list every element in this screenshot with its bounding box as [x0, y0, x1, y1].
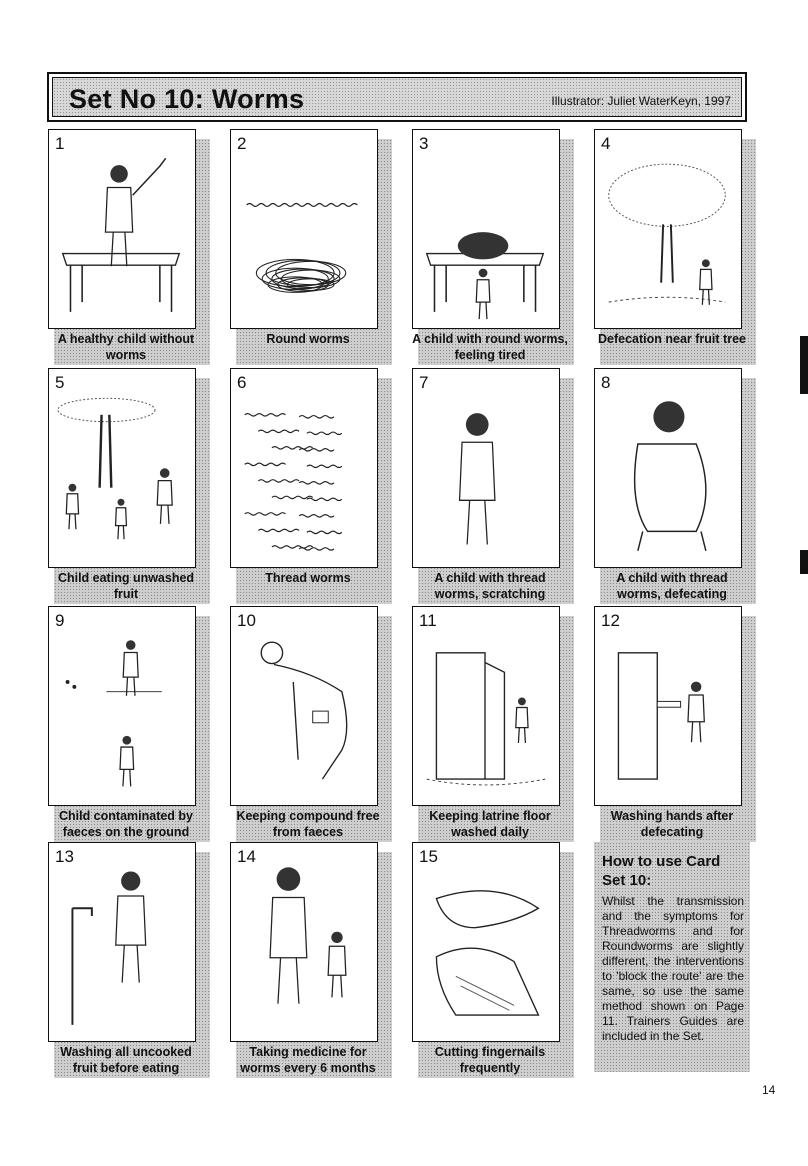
card-7	[412, 368, 574, 604]
sweeping-compound-illustration	[235, 631, 371, 799]
card-number: 5	[55, 373, 65, 392]
card-number: 13	[55, 847, 74, 866]
contaminated-child-illustration	[53, 631, 189, 799]
card-panel	[48, 129, 196, 329]
card-3	[412, 129, 574, 365]
card-panel	[230, 368, 378, 568]
illustrator-credit: Illustrator: Juliet WaterKeyn, 1997	[551, 94, 731, 108]
card-panel	[412, 129, 560, 329]
card-10	[230, 606, 392, 842]
page-edge-mark	[800, 336, 808, 394]
card-panel	[230, 606, 378, 806]
card-1	[48, 129, 210, 365]
card-caption: Child eating unwashed fruit	[57, 571, 195, 601]
card-panel	[594, 368, 742, 568]
card-caption: Defecation near fruit tree	[598, 332, 746, 346]
card-caption: Taking medicine for worms every 6 months	[240, 1045, 376, 1075]
card-caption: Child contaminated by faeces on the ground	[58, 809, 194, 839]
set-title: Set No 10: Worms	[69, 84, 305, 114]
card-panel	[594, 606, 742, 806]
how-to-use-title: How to use Card Set 10:	[602, 853, 721, 889]
card-12	[594, 606, 756, 842]
card-9	[48, 606, 210, 842]
defecation-near-tree-illustration	[599, 154, 735, 322]
card-4	[594, 129, 756, 365]
card-number: 1	[55, 134, 65, 153]
taking-medicine-illustration	[235, 867, 371, 1035]
card-8	[594, 368, 756, 604]
card-13	[48, 842, 210, 1078]
card-number: 10	[237, 611, 256, 630]
card-number: 6	[237, 373, 247, 392]
cutting-nails-illustration	[417, 867, 553, 1035]
card-number: 3	[419, 134, 429, 153]
card-caption: Washing hands after defecating	[610, 809, 734, 839]
card-panel	[412, 368, 560, 568]
card-caption: Thread worms	[265, 571, 351, 585]
washing-latrine-illustration	[417, 631, 553, 799]
card-panel	[48, 606, 196, 806]
set-header	[47, 72, 747, 122]
card-number: 11	[419, 611, 437, 630]
card-panel	[230, 842, 378, 1042]
card-caption: Round worms	[266, 332, 350, 346]
card-caption: A child with round worms, feeling tired	[412, 332, 568, 362]
card-14	[230, 842, 392, 1078]
card-number: 8	[601, 373, 611, 392]
tired-child-illustration	[417, 154, 553, 322]
card-caption: Keeping latrine floor washed daily	[429, 809, 551, 839]
card-number: 9	[55, 611, 65, 630]
card-panel	[230, 129, 378, 329]
how-to-use-box	[594, 842, 750, 1072]
card-panel	[48, 368, 196, 568]
card-caption: Cutting fingernails frequently	[434, 1045, 546, 1075]
card-6	[230, 368, 392, 604]
set-header-box	[52, 77, 742, 117]
card-caption: A healthy child without worms	[57, 332, 195, 362]
page-edge-mark	[800, 550, 808, 574]
healthy-child-illustration	[53, 154, 189, 322]
child-eating-fruit-illustration	[53, 393, 189, 561]
card-caption: A child with thread worms, defecating	[616, 571, 728, 601]
card-5	[48, 368, 210, 604]
washing-fruit-illustration	[53, 867, 189, 1035]
card-panel	[594, 129, 742, 329]
card-number: 2	[237, 134, 247, 153]
card-number: 4	[601, 134, 611, 153]
child-scratching-illustration	[417, 393, 553, 561]
card-2	[230, 129, 392, 365]
card-caption: Washing all uncooked fruit before eating	[60, 1045, 192, 1075]
page-number: 14	[762, 1083, 776, 1097]
round-worms-illustration	[235, 154, 371, 322]
card-panel	[412, 842, 560, 1042]
card-11	[412, 606, 574, 842]
card-panel	[412, 606, 560, 806]
card-15	[412, 842, 574, 1078]
how-to-use-text: Whilst the transmission and the symptoms for Threadworms and for Roundworms are slightly different, the interventions to 'block the route' are the same, so use the same method shown on Page 11. Trainers Guides are included in the Set.	[602, 894, 744, 1043]
card-caption: Keeping compound free from faeces	[236, 809, 380, 839]
card-panel	[48, 842, 196, 1042]
card-number: 12	[601, 611, 620, 630]
card-number: 14	[237, 847, 256, 866]
washing-hands-illustration	[599, 631, 735, 799]
child-defecating-illustration	[599, 393, 735, 561]
card-caption: A child with thread worms, scratching	[434, 571, 546, 601]
thread-worms-illustration	[235, 393, 371, 561]
card-number: 7	[419, 373, 429, 392]
card-number: 15	[419, 847, 438, 866]
